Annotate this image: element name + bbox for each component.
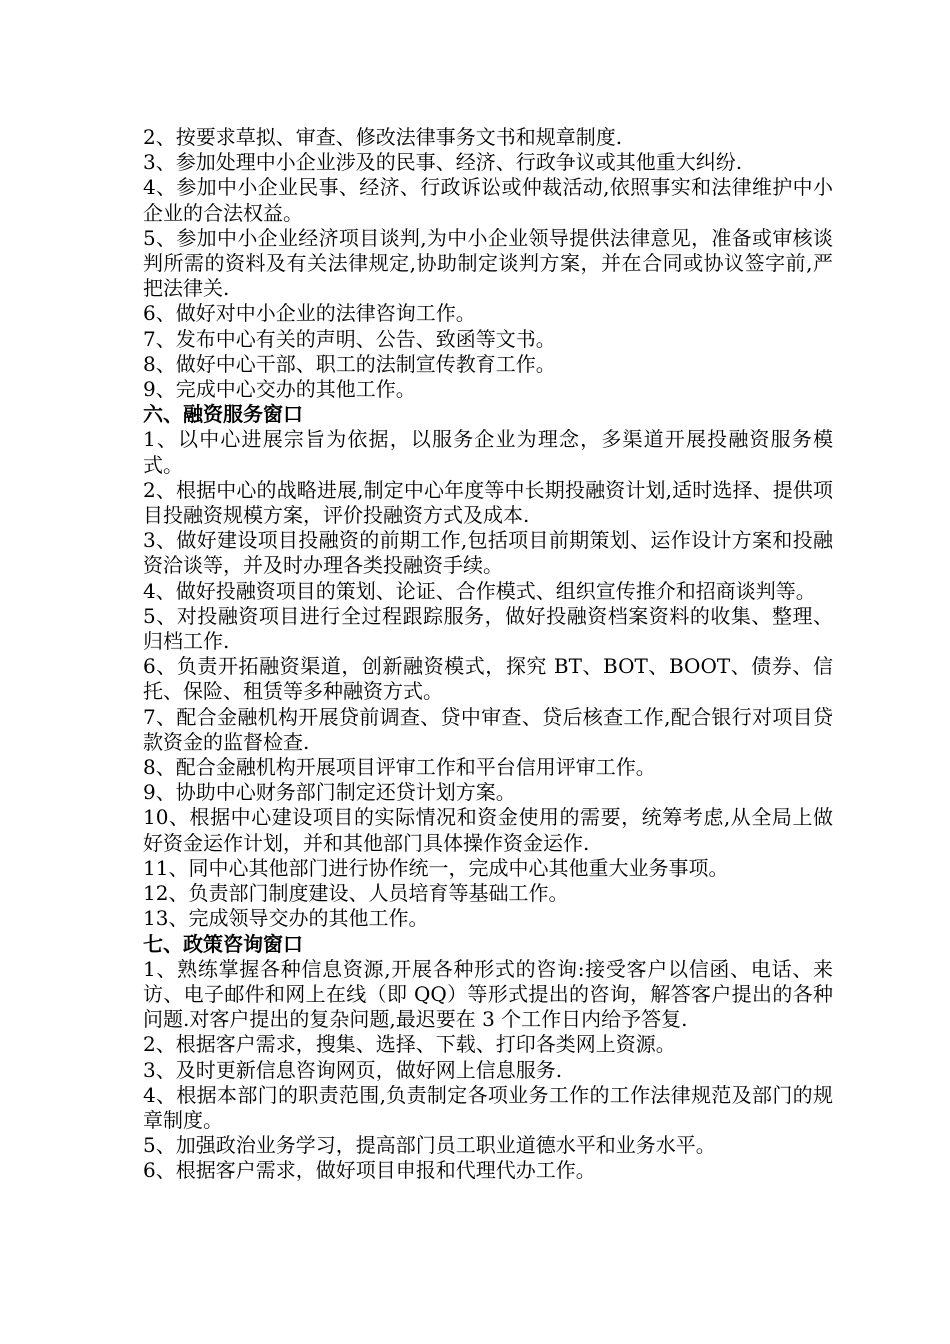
legal-item-6: 6、做好对中小企业的法律咨询工作。 <box>143 301 476 326</box>
policy-item-1: 1、熟练掌握各种信息资源,开展各种形式的咨询:接受客户以信函、电话、来访、电子邮件和网上在线（即 QQ）等形式提出的咨询，解答客户提出的各种问题.对客户提出的复杂问题,最迟要在 3 个工作日内给予答复. <box>143 956 833 1032</box>
financing-item-8: 8、配合金融机构开展项目评审工作和平台信用评审工作。 <box>143 755 656 780</box>
legal-item-7: 7、发布中心有关的声明、公告、致函等文书。 <box>143 326 556 351</box>
document-body <box>143 125 833 1184</box>
financing-item-9: 9、协助中心财务部门制定还贷计划方案。 <box>143 780 516 805</box>
policy-item-5: 5、加强政治业务学习，提高部门员工职业道德水平和业务水平。 <box>143 1133 716 1158</box>
financing-item-3: 3、做好建设项目投融资的前期工作,包括项目前期策划、运作设计方案和投融资洽谈等，并及时办理各类投融资手续。 <box>143 528 833 578</box>
financing-item-10: 10、根据中心建设项目的实际情况和资金使用的需要，统筹考虑,从全局上做好资金运作计划，并和其他部门具体操作资金运作. <box>143 805 833 855</box>
policy-item-3: 3、及时更新信息咨询网页，做好网上信息服务. <box>143 1057 563 1082</box>
legal-item-5: 5、参加中小企业经济项目谈判,为中小企业领导提供法律意见，准备或审核谈判所需的资料及有关法律规定,协助制定谈判方案，并在合同或协议签字前,严把法律关. <box>143 225 833 301</box>
financing-item-11: 11、同中心其他部门进行协作统一，完成中心其他重大业务事项。 <box>143 855 729 880</box>
financing-item-13: 13、完成领导交办的其他工作。 <box>143 906 429 931</box>
policy-item-2: 2、根据客户需求，搜集、选择、下载、打印各类网上资源。 <box>143 1032 676 1057</box>
legal-item-4: 4、参加中小企业民事、经济、行政诉讼或仲裁活动,依照事实和法律维护中小企业的合法权益。 <box>143 175 833 225</box>
financing-item-6: 6、负责开拓融资渠道，创新融资模式，探究 BT、BOT、BOOT、债券、信托、保险、租赁等多种融资方式。 <box>143 654 833 704</box>
legal-item-8: 8、做好中心干部、职工的法制宣传教育工作。 <box>143 351 556 376</box>
financing-item-7: 7、配合金融机构开展贷前调查、贷中审查、贷后核查工作,配合银行对项目贷款资金的监督检查. <box>143 704 833 754</box>
policy-item-6: 6、根据客户需求，做好项目申报和代理代办工作。 <box>143 1158 596 1183</box>
section-heading-policy: 七、政策咨询窗口 <box>143 931 303 956</box>
legal-item-2: 2、按要求草拟、审查、修改法律事务文书和规章制度. <box>143 125 623 149</box>
financing-item-2: 2、根据中心的战略进展,制定中心年度等中长期投融资计划,适时选择、提供项目投融资规模方案，评价投融资方式及成本. <box>143 477 833 528</box>
financing-item-1: 1、以中心进展宗旨为依据，以服务企业为理念，多渠道开展投融资服务模式。 <box>143 427 833 477</box>
financing-item-4: 4、做好投融资项目的策划、论证、合作模式、组织宣传推介和招商谈判等。 <box>143 578 816 603</box>
policy-item-4: 4、根据本部门的职责范围,负责制定各项业务工作的工作法律规范及部门的规章制度。 <box>143 1082 833 1132</box>
legal-item-9: 9、完成中心交办的其他工作。 <box>143 377 416 402</box>
legal-item-3: 3、参加处理中小企业涉及的民事、经济、行政争议或其他重大纠纷. <box>143 150 743 175</box>
section-heading-financing: 六、融资服务窗口 <box>143 402 303 427</box>
financing-item-5: 5、对投融资项目进行全过程跟踪服务，做好投融资档案资料的收集、整理、归档工作. <box>143 603 833 654</box>
financing-item-12: 12、负责部门制度建设、人员培育等基础工作。 <box>143 881 569 906</box>
